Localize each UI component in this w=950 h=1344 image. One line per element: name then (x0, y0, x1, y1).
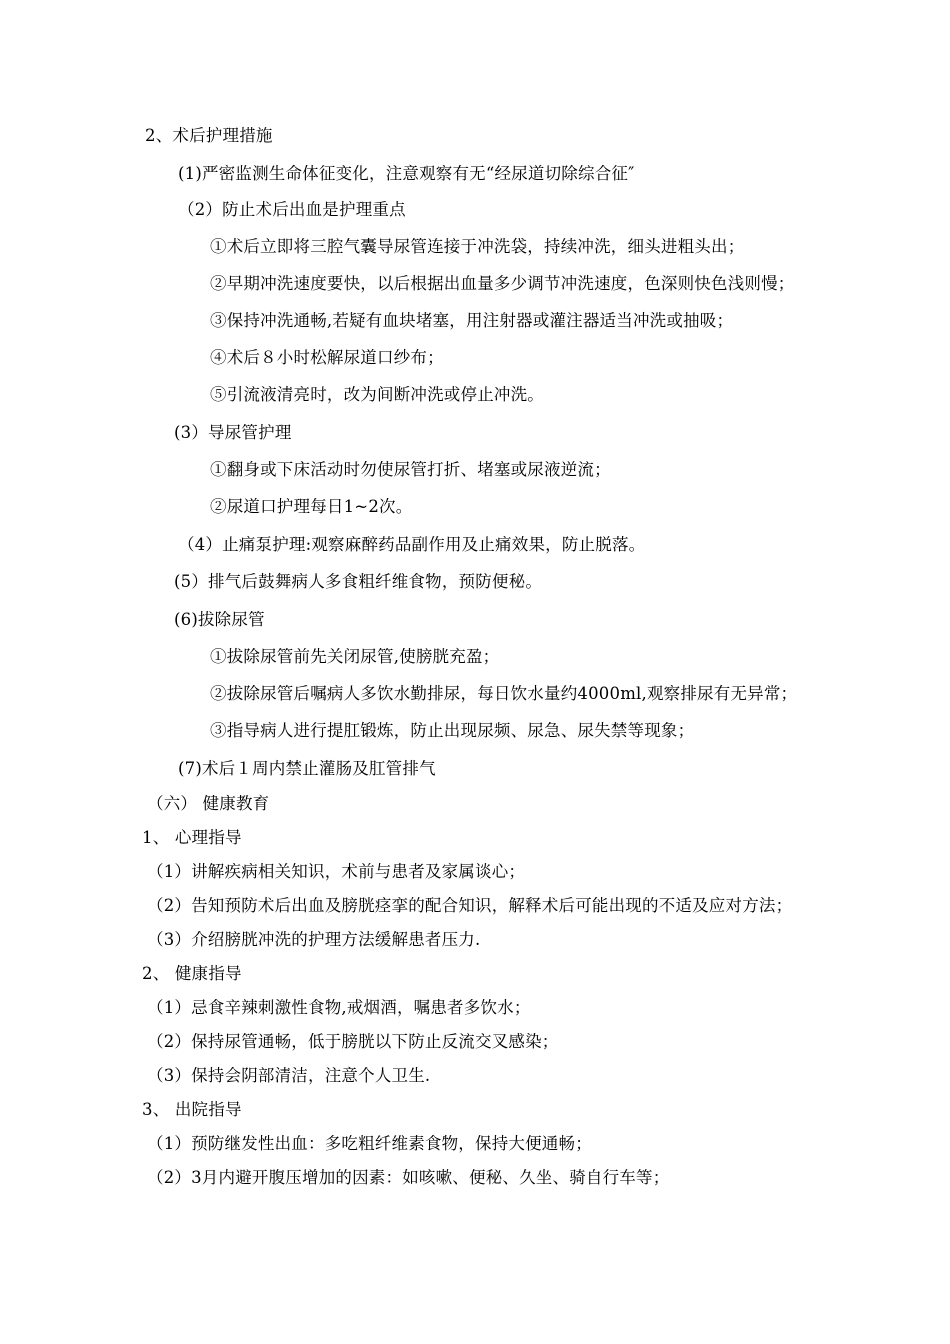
sub-list-item: ④术后８小时松解尿道口纱布； (210, 348, 444, 367)
sub-list-item: ②拔除尿管后嘱病人多饮水勤排尿，每日饮水量约4000ml,观察排尿有无异常； (210, 684, 798, 703)
list-item: (5）排气后鼓舞病人多食粗纤维食物，预防便秘。 (174, 572, 543, 591)
sub-list-item: ②早期冲洗速度要快，以后根据出血量多少调节冲洗速度，色深则快色浅则慢； (210, 274, 795, 293)
subsection-heading: 2、 健康指导 (142, 964, 242, 983)
list-item: （2）告知预防术后出血及膀胱痉挛的配合知识，解释术后可能出现的不适及应对方法； (147, 896, 793, 915)
list-item: （1）忌食辛辣刺激性食物,戒烟酒，嘱患者多饮水； (147, 998, 531, 1017)
list-item: （2）防止术后出血是护理重点 (178, 200, 406, 219)
list-item: （3）保持会阴部清洁，注意个人卫生. (147, 1066, 431, 1085)
list-item: (1)严密监测生命体征变化，注意观察有无“经尿道切除综合征″ (178, 164, 635, 183)
sub-list-item: ③保持冲洗通畅,若疑有血块堵塞，用注射器或灌注器适当冲洗或抽吸； (210, 311, 734, 330)
list-item: （1）预防继发性出血：多吃粗纤维素食物，保持大便通畅； (147, 1134, 592, 1153)
list-item: （3）介绍膀胱冲洗的护理方法缓解患者压力. (147, 930, 481, 949)
sub-list-item: ②尿道口护理每日1~2次。 (210, 497, 413, 516)
sub-list-item: ⑤引流液清亮时，改为间断冲洗或停止冲洗。 (210, 385, 544, 404)
sub-list-item: ③指导病人进行提肛锻炼，防止出现尿频、尿急、尿失禁等现象； (210, 721, 695, 740)
subsection-heading: 1、 心理指导 (142, 828, 242, 847)
list-item: （2）3月内避开腹压增加的因素：如咳嗽、便秘、久坐、骑自行车等； (147, 1168, 670, 1187)
sub-list-item: ①术后立即将三腔气囊导尿管连接于冲洗袋，持续冲洗，细头进粗头出； (210, 237, 745, 256)
section-heading-health-education: （六） 健康教育 (147, 794, 270, 813)
list-item: (6)拔除尿管 (174, 610, 265, 629)
list-item: （2）保持尿管通畅，低于膀胱以下防止反流交叉感染； (147, 1032, 559, 1051)
list-item: (7)术后１周内禁止灌肠及肛管排气 (178, 759, 436, 778)
section-heading-postop-care: 2、术后护理措施 (145, 126, 273, 145)
list-item: （1）讲解疾病相关知识，术前与患者及家属谈心； (147, 862, 526, 881)
list-item: (3）导尿管护理 (174, 423, 292, 442)
sub-list-item: ①拔除尿管前先关闭尿管,使膀胱充盈； (210, 647, 500, 666)
sub-list-item: ①翻身或下床活动时勿使尿管打折、堵塞或尿液逆流； (210, 460, 611, 479)
subsection-heading: 3、 出院指导 (142, 1100, 242, 1119)
list-item: （4）止痛泵护理:观察麻醉药品副作用及止痛效果，防止脱落。 (178, 535, 646, 554)
